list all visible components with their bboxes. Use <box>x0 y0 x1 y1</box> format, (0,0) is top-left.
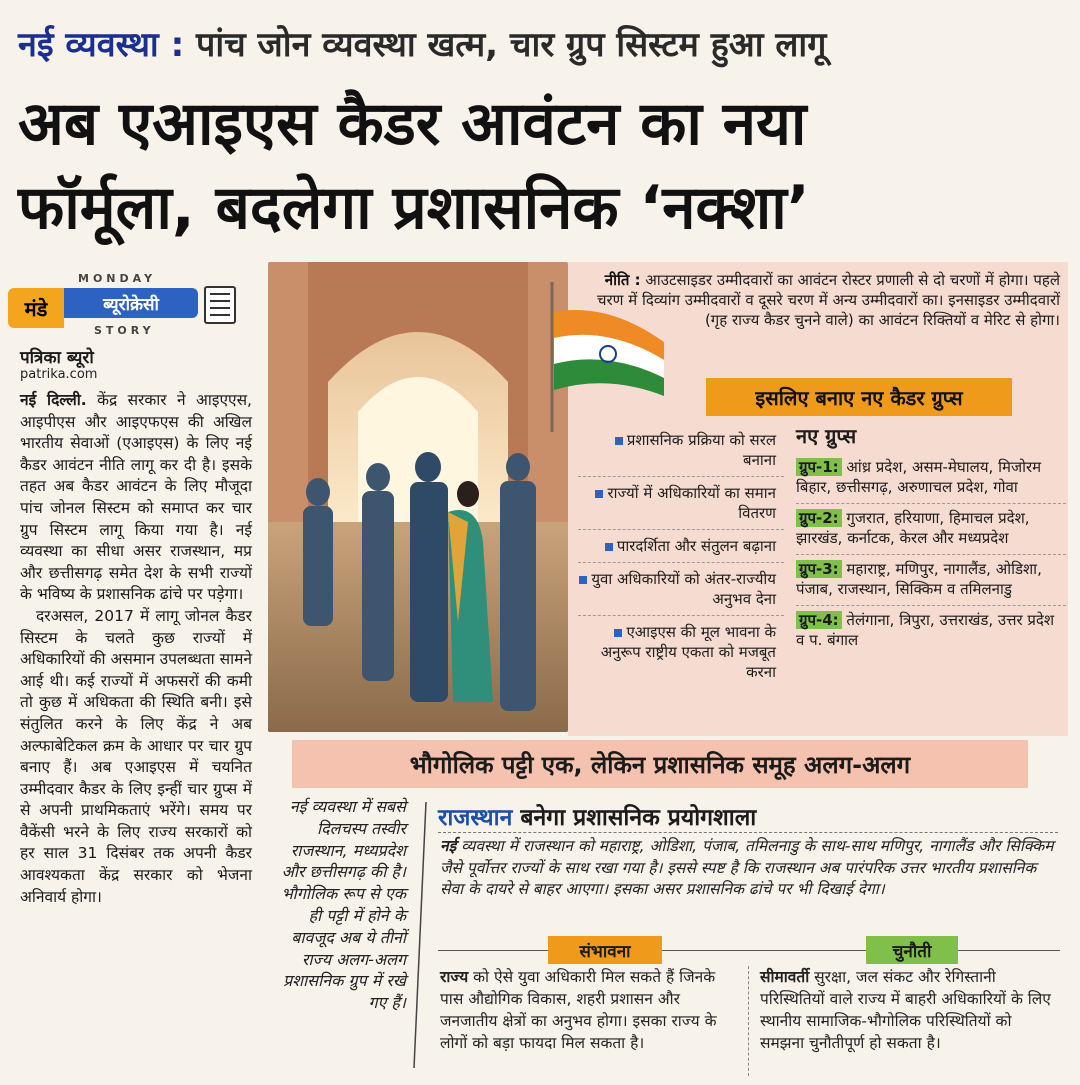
rajasthan-title-rest: बनेगा प्रशासनिक प्रयोगशाला <box>512 805 757 831</box>
officers-illustration <box>268 262 568 732</box>
group-item: ग्रुप-4: तेलंगाना, त्रिपुरा, उत्तराखंड, उत्तर प्रदेश व प. बंगाल <box>796 611 1055 649</box>
rajasthan-lead: नई <box>440 837 457 855</box>
reason-item: युवा अधिकारियों को अंतर-राज्यीय अनुभव देना <box>578 563 784 616</box>
left-article-para-1 <box>20 390 252 606</box>
policy-text: आउटसाइडर उम्मीदवारों का आवंटन रोस्टर प्रणाली से दो चरणों में होगा। पहले चरण में दिव्यांग उम्मीदवारों व दूसरे चरण में अन्य उम्मीदवारों का। इनसाइडर उम्मीदवारों (गृह राज्य कैडर चुनने वाले) का आवंटन रिक्तियों व मेरिट से होगा। <box>597 271 1060 329</box>
bullet-square-icon <box>579 576 587 584</box>
reason-item: प्रशासनिक प्रक्रिया को सरल बनाना <box>578 424 784 477</box>
left-article-para-2: दरअसल, 2017 में लागू जोनल कैडर सिस्टम के चलते कुछ राज्यों में अधिकारियों की असमान उपलब्धता सामने आई थी। कई राज्यों में अफसरों की कमी तो कुछ में अधिकता की स्थिति बनी। इसे संतुलित करने के लिए केंद्र ने अब अल्फाबेटिकल क्रम के आधार पर चार ग्रुप बनाए हैं। अब एआइएस में चयनित उम्मीदवार कैडर के लिए इन्हीं चार ग्रुप्स में से अपनी प्राथमिकताएं भरेंगे। समय पर वैकेंसी भरने के लिए राज्य सरकारों को हर साल 31 दिसंबर तक अपनी कैडर आवश्यकता केंद्र सरकार को भेजना अनिवार्य होगा। <box>20 606 252 906</box>
badge-bureaucracy: ब्यूरोक्रेसी <box>64 288 198 318</box>
bullet-square-icon <box>605 543 613 551</box>
challenge-heading: चुनौती <box>866 936 958 964</box>
reasons-banner: इसलिए बनाए नए कैडर ग्रुप्स <box>706 378 1012 416</box>
challenge-text: सीमावर्ती सुरक्षा, जल संकट और रेगिस्तानी परिस्थितियों वाले राज्य में बाहरी अधिकारियों के लिए स्थानीय सामाजिक-भौगोलिक परिस्थितियों को समझना चुनौतीपूर्ण हो सकता है। <box>760 968 1051 1052</box>
policy-label: नीति : <box>604 271 641 289</box>
document-icon <box>204 286 236 324</box>
groups-title: नए ग्रुप्स <box>796 424 857 448</box>
possibility-heading: संभावना <box>548 936 662 964</box>
bullet-square-icon <box>614 629 622 637</box>
headline-line-2: फॉर्मूला, बदलेगा प्रशासनिक ‘नक्शा’ <box>18 173 810 243</box>
byline-site: patrika.com <box>20 367 98 382</box>
badge-mande: मंडे <box>8 288 64 328</box>
divider <box>438 950 1060 951</box>
left-article-text-1: केंद्र सरकार ने आइएएस, आइपीएस और आइएफएस की अखिल भारतीय सेवाओं (एआइएस) के लिए नई कैडर आवंटन नीति लागू कर दी है। इसके तहत अब कैडर आवंटन के लिए मौजूदा पांच जोनल सिस्टम को समाप्त कर चार ग्रुप सिस्टम लागू किया गया है। नई व्यवस्था का सीधा असर राजस्थान, मप्र और छत्तीसगढ़ समेत देश के सभी राज्यों के भविष्य के प्रशासनिक ढांचे पर पड़ेगा। <box>20 391 252 604</box>
divider <box>748 966 749 1076</box>
group-item: ग्रुप-1: आंध्र प्रदेश, असम-मेघालय, मिजोरम बिहार, छत्तीसगढ़, अरुणाचल प्रदेश, गोवा <box>796 453 1066 504</box>
group-item: ग्रुप-3: महाराष्ट्र, मणिपुर, नागालैंड, ओडिशा, पंजाब, राजस्थान, सिक्किम व तमिलनाडु <box>796 555 1066 606</box>
reason-item: राज्यों में अधिकारियों का समान वितरण <box>578 477 784 530</box>
reason-item: पारदर्शिता और संतुलन बढ़ाना <box>578 530 784 563</box>
group-tag: ग्रुप-4: <box>796 611 842 629</box>
reasons-list <box>578 424 784 688</box>
kicker-label: नई व्यवस्था : <box>18 25 185 65</box>
geography-banner: भौगोलिक पट्टी एक, लेकिन प्रशासनिक समूह अलग-अलग <box>292 740 1028 788</box>
bullet-square-icon <box>615 437 623 445</box>
kicker-text: पांच जोन व्यवस्था खत्म, चार ग्रुप सिस्टम हुआ लागू <box>196 25 827 65</box>
byline: पत्रिका ब्यूरो <box>20 348 94 368</box>
left-article <box>20 390 252 908</box>
challenge-lead: सीमावर्ती <box>760 968 810 986</box>
group-item: ग्रुप-2: गुजरात, हरियाणा, हिमाचल प्रदेश, झारखंड, कर्नाटक, केरल और मध्यप्रदेश <box>796 504 1066 555</box>
pull-quote: नई व्यवस्था में सबसे दिलचस्प तस्वीर राजस्थान, मध्यप्रदेश और छत्तीसगढ़ की है। भौगोलिक रूप से एक ही पट्टी में होने के बावजूद अब ये तीनों राज्य अलग-अलग प्रशासनिक ग्रुप में रखे गए हैं। <box>281 797 406 1013</box>
group-tag: ग्रुप-2: <box>796 509 842 527</box>
possibility-text: राज्य को ऐसे युवा अधिकारी मिल सकते हैं जिनके पास औद्योगिक विकास, शहरी प्रशासन और जनजातीय क्षेत्रों का अनुभव होगा। इसका राज्य के लोगों को बड़ा फायदा मिल सकता है। <box>440 968 717 1052</box>
policy-note <box>580 270 1060 330</box>
bullet-square-icon <box>595 490 603 498</box>
dateline: नई दिल्ली. <box>20 391 87 409</box>
divider <box>438 832 1058 833</box>
monday-bureaucracy-badge <box>8 272 258 342</box>
rajasthan-title <box>438 800 756 832</box>
rajasthan-text: नई व्यवस्था में राजस्थान को महाराष्ट्र, ओडिशा, पंजाब, तमिलनाडु के साथ-साथ मणिपुर, नागालैंड और सिक्किम जैसे पूर्वोत्तर राज्यों के साथ रखा गया है। इससे स्पष्ट है कि राजस्थान अब पारंपरिक उत्तर भारतीय प्रशासनिक सेवा के दायरे से बाहर आएगा। इसका असर प्रशासनिक ढांचे पर भी दिखाई देगा। <box>440 837 1054 898</box>
headline <box>18 82 1070 250</box>
kicker-line <box>18 20 1068 66</box>
badge-monday: MONDAY <box>78 272 157 285</box>
group-tag: ग्रुप-3: <box>796 560 842 578</box>
new-groups <box>796 422 1066 656</box>
badge-story: STORY <box>94 324 155 337</box>
rajasthan-title-highlight: राजस्थान <box>438 805 513 831</box>
group-tag: ग्रुप-1: <box>796 458 842 476</box>
headline-line-1: अब एआइएस कैडर आवंटन का नया <box>18 89 807 159</box>
reason-item: एआइएस की मूल भावना के अनुरूप राष्ट्रीय एकता को मजबूत करना <box>600 623 776 681</box>
possibility-lead: राज्य <box>440 968 469 986</box>
quote-divider <box>412 800 428 1070</box>
